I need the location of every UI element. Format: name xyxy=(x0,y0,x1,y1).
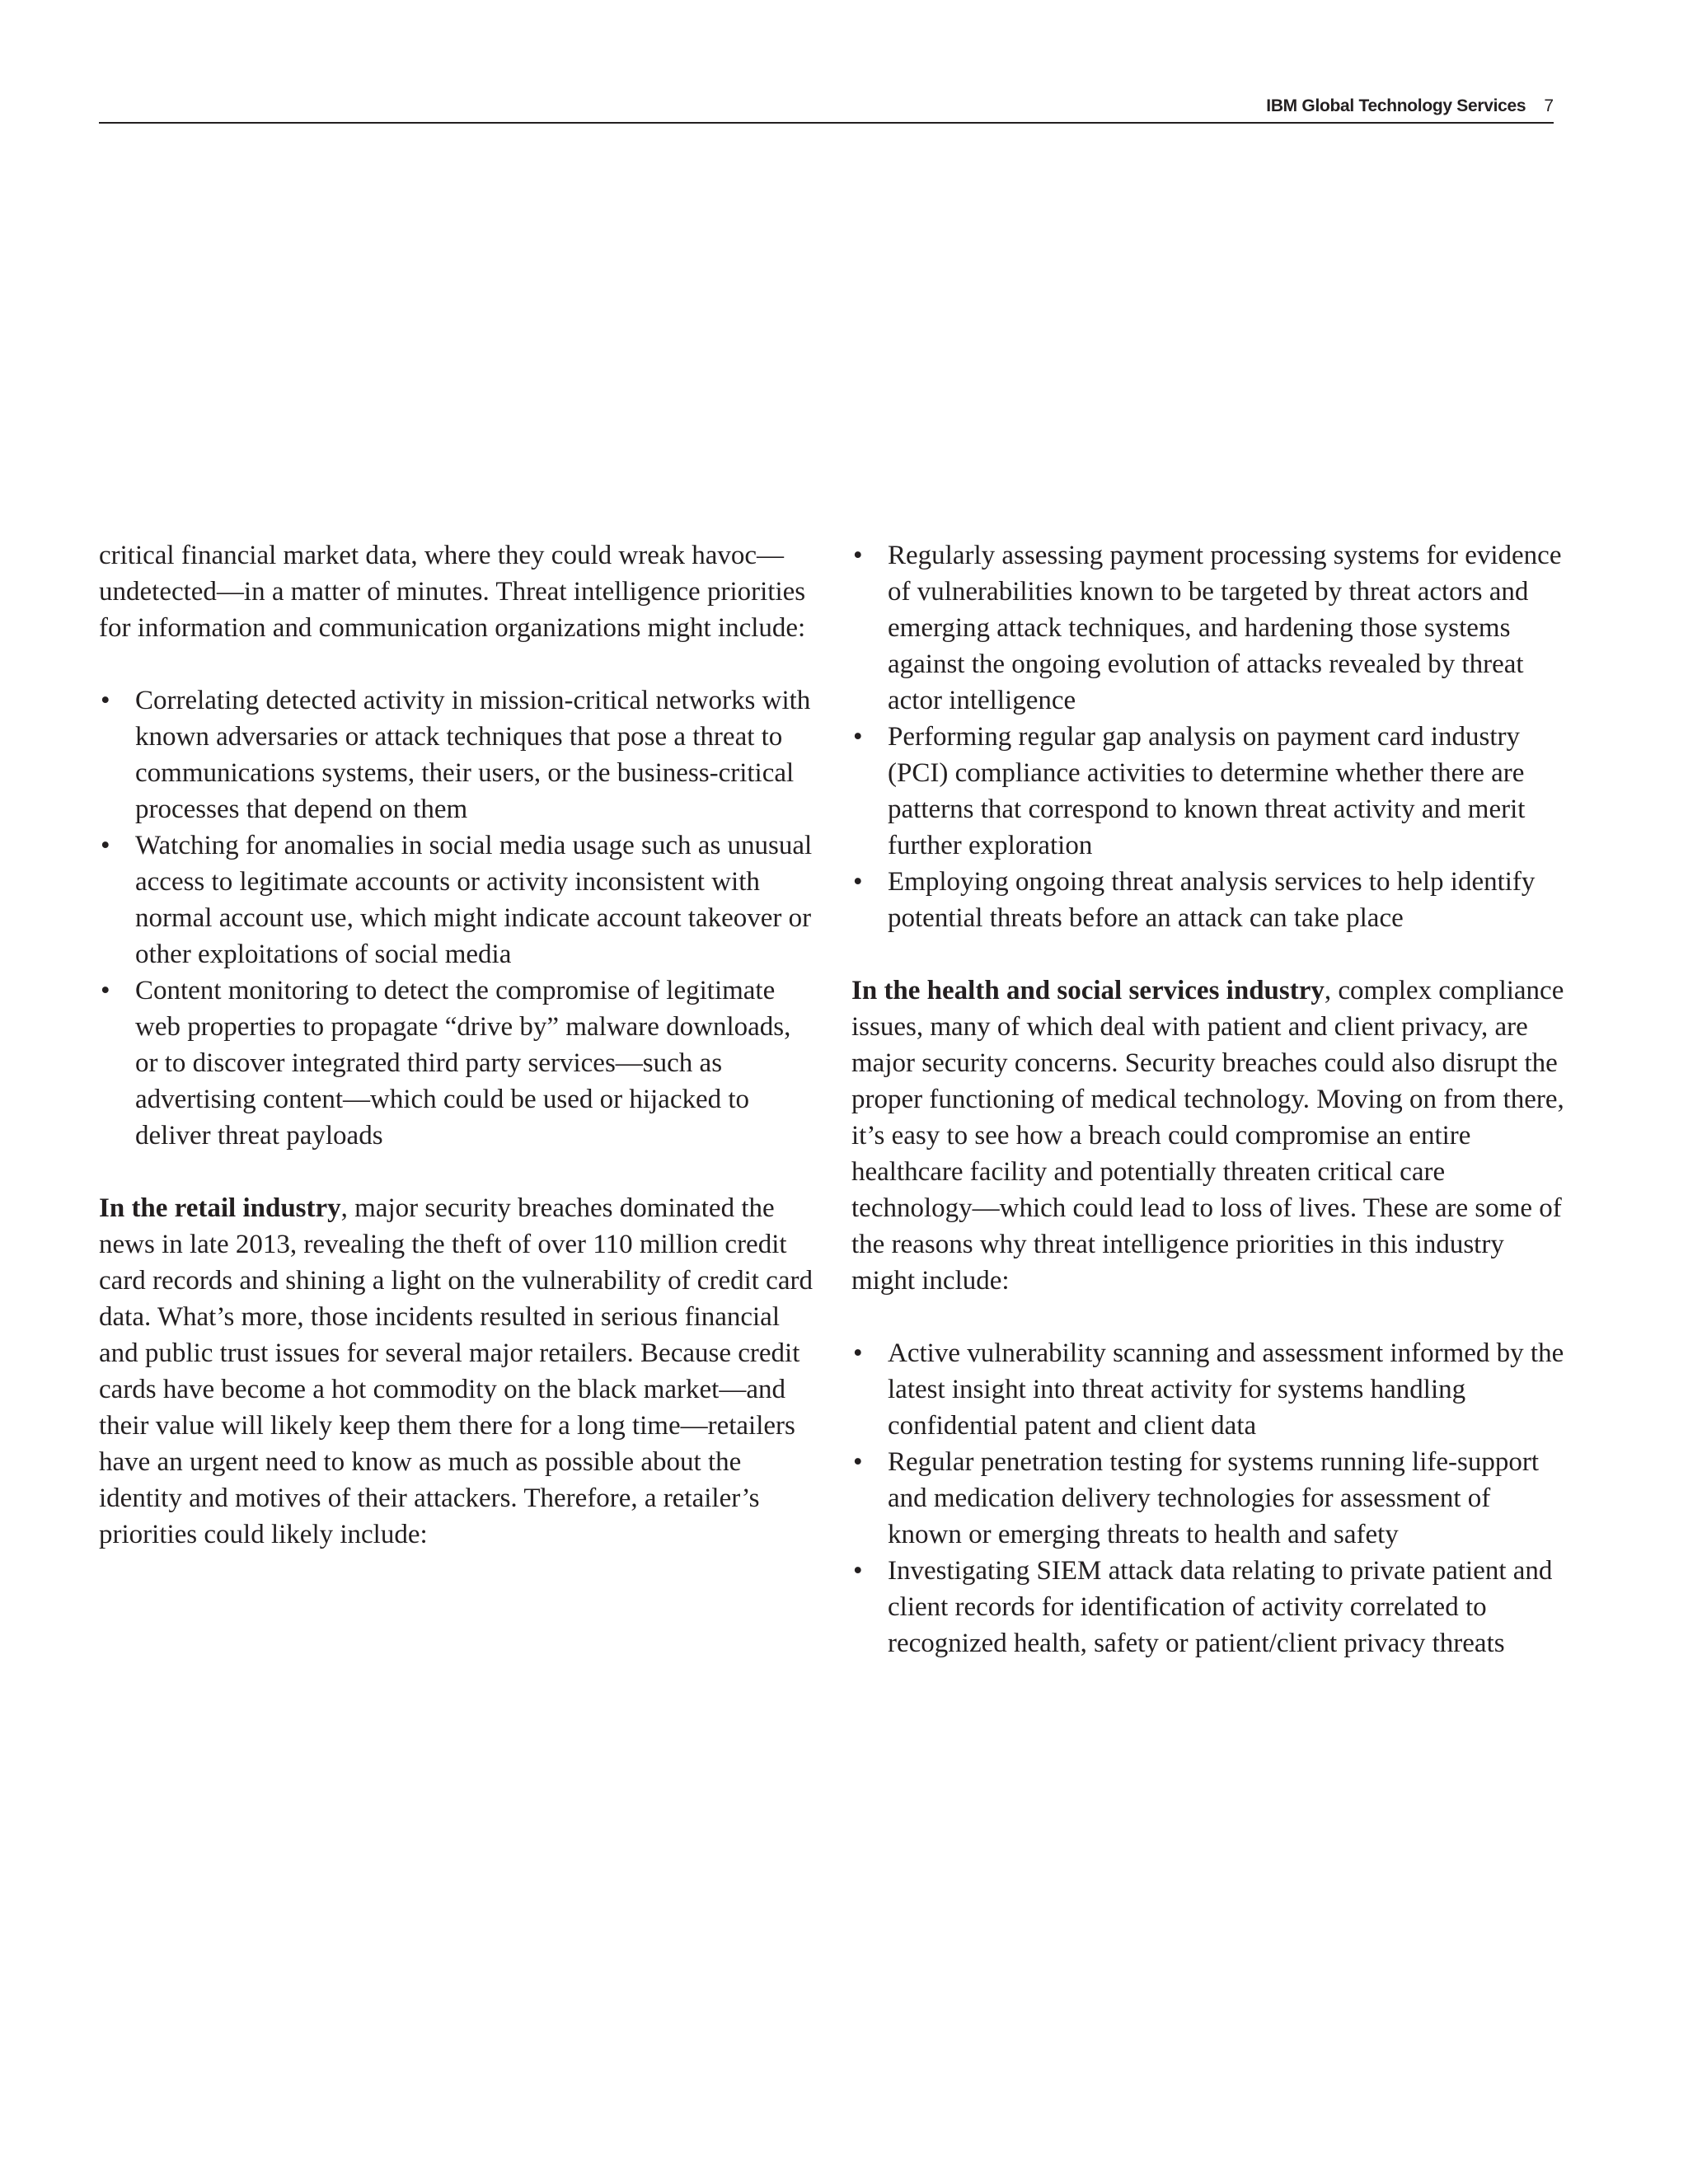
list-item: • Correlating detected activity in mission-critical networks with known adversaries or attack techniques that pose a threat to communications systems, their users, or the business-critical processes that depend on them xyxy=(99,682,816,827)
left-column xyxy=(99,537,816,1589)
health-priorities-list xyxy=(851,1335,1568,1661)
retail-lead: In the retail industry xyxy=(99,1193,341,1223)
list-item: • Employing ongoing threat analysis services to help identify potential threats before an attack can take place xyxy=(851,864,1568,936)
ict-priorities-list xyxy=(99,682,816,1154)
page-number: 7 xyxy=(1544,96,1554,115)
list-item: • Regular penetration testing for systems running life-support and medication delivery technologies for assessment of known or emerging threats to health and safety xyxy=(851,1444,1568,1553)
health-text: , complex compliance issues, many of which deal with patient and client privacy, are major security concerns. Security breaches could also disrupt the proper functioning of medical technology. Moving on from there, it’s easy to see how a breach could compromise an entire healthcare facility and potentially threaten critical care technology—which could lead to loss of lives. These are some of the reasons why threat intelligence priorities in this industry might include: xyxy=(851,976,1564,1296)
list-item: • Regularly assessing payment processing systems for evidence of vulnerabilities known to be targeted by threat actors and emerging attack techniques, and hardening those systems against the ongoing evolution of attacks revealed by threat actor intelligence xyxy=(851,537,1568,719)
right-column xyxy=(851,537,1568,1698)
list-item: • Content monitoring to detect the compromise of legitimate web properties to propagate “drive by” malware downloads, or to discover integrated third party services—such as advertising content—which could be used or hijacked to deliver threat payloads xyxy=(99,972,816,1154)
list-item: • Active vulnerability scanning and assessment informed by the latest insight into threat activity for systems handling confidential patent and client data xyxy=(851,1335,1568,1444)
list-item: • Investigating SIEM attack data relating to private patient and client records for identification of activity correlated to recognized health, safety or patient/client privacy threats xyxy=(851,1553,1568,1661)
publisher-name: IBM Global Technology Services xyxy=(1266,96,1526,115)
health-paragraph xyxy=(851,972,1568,1299)
retail-priorities-list xyxy=(851,537,1568,936)
retail-paragraph xyxy=(99,1190,816,1553)
list-item: • Watching for anomalies in social media usage such as unusual access to legitimate accounts or activity inconsistent with normal account use, which might indicate account takeover or other exploitations of social media xyxy=(99,827,816,972)
intro-paragraph: critical financial market data, where they could wreak havoc—undetected—in a matter of minutes. Threat intelligence priorities for information and communication organizations might include: xyxy=(99,541,806,643)
page-header xyxy=(99,92,1554,124)
health-lead: In the health and social services industry xyxy=(851,976,1325,1005)
list-item: • Performing regular gap analysis on payment card industry (PCI) compliance activities to determine whether there are patterns that correspond to known threat activity and merit further exploration xyxy=(851,719,1568,864)
retail-text: , major security breaches dominated the news in late 2013, revealing the theft of over 110 million credit card records and shining a light on the vulnerability of credit card data. What’s more, those incidents resulted in serious financial and public trust issues for several major retailers. Because credit cards have become a hot commodity on the black market—and their value will likely keep them there for a long time—retailers have an urgent need to know as much as possible about the identity and motives of their attackers. Therefore, a retailer’s priorities could likely include: xyxy=(99,1193,813,1549)
